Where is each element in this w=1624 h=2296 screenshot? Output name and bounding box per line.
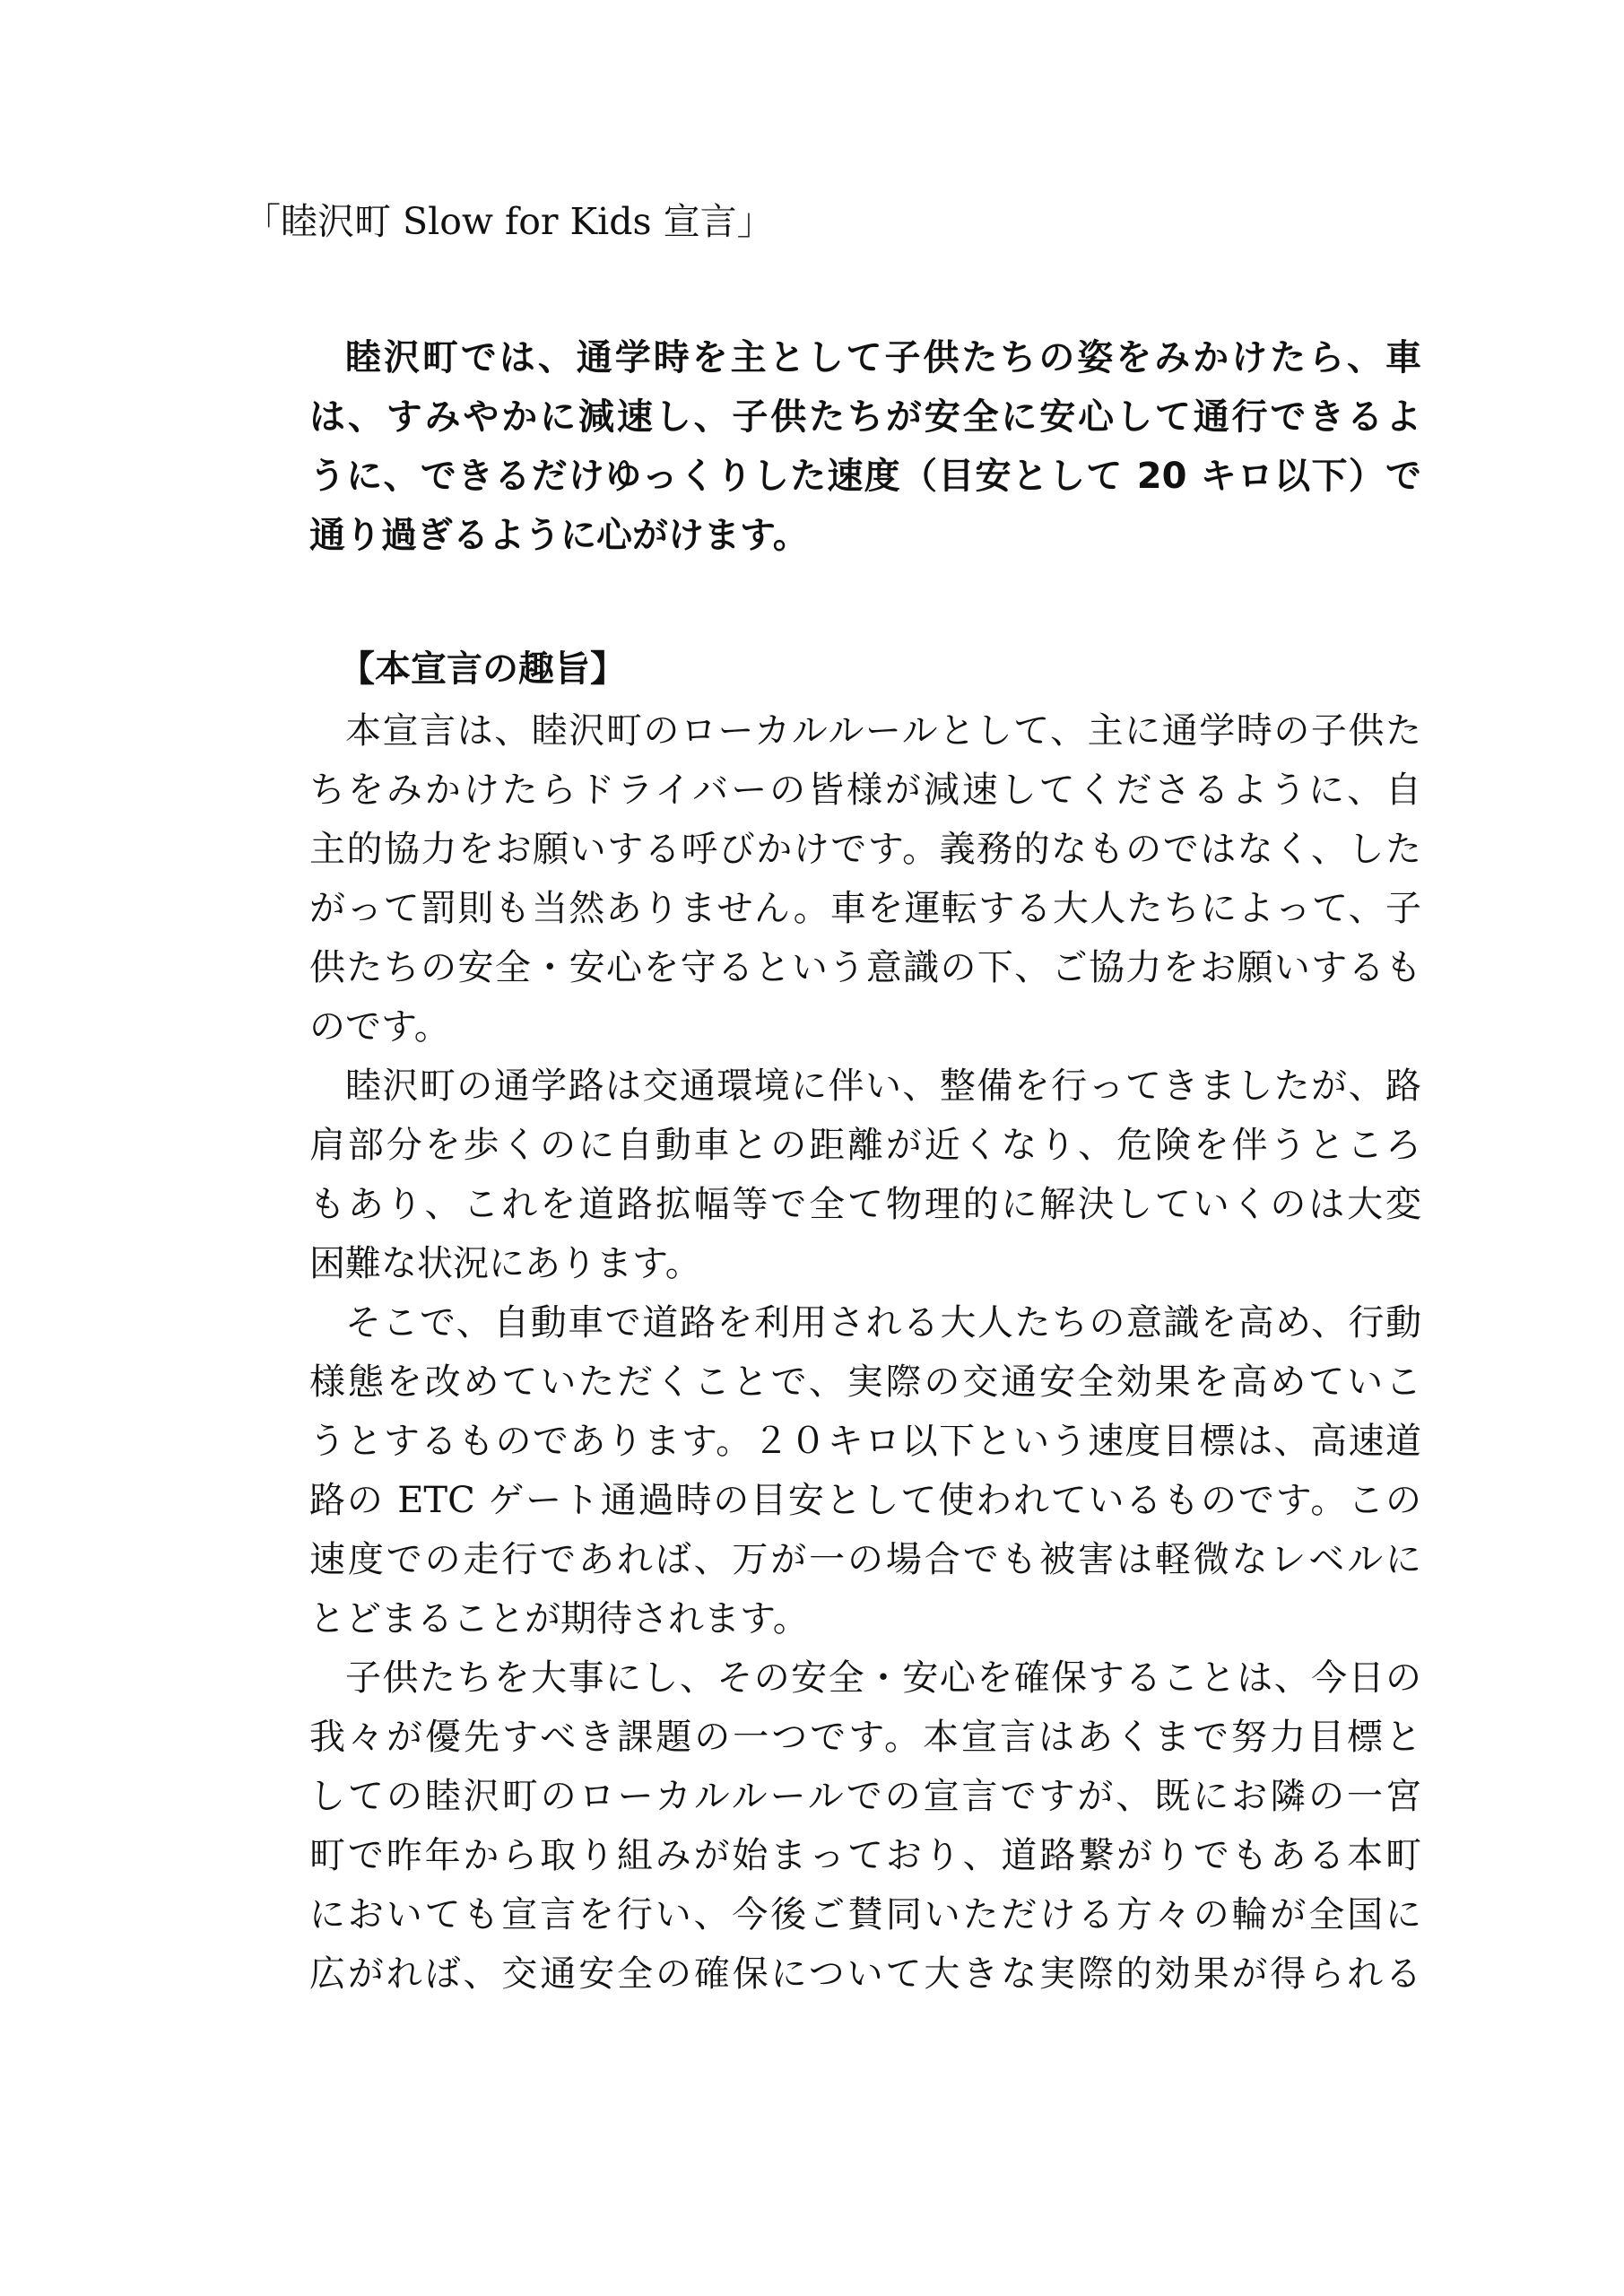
body-line: ちをみかけたらドライバーの皆様が減速してくださるように、自 (309, 770, 1421, 811)
body-line: 困難な状況にあります。 (309, 1243, 701, 1284)
body-line: うとするものであります。２０キロ以下という速度目標は、高速道 (309, 1421, 1421, 1462)
body-line: 本宣言は、睦沢町のローカルルールとして、主に通学時の子供た (345, 710, 1421, 752)
body-line: においても宣言を行い、今後ご賛同いただける方々の輪が全国に (309, 1894, 1421, 1935)
body-line: そこで、自動車で道路を利用される大人たちの意識を高め、行動 (345, 1302, 1421, 1344)
declaration-line: は、すみやかに減速し、子供たちが安全に安心して通行できるよ (309, 396, 1421, 438)
declaration-paragraph (309, 328, 1421, 565)
body-line: 広がれば、交通安全の確保について大きな実際的効果が得られる (309, 1953, 1421, 1995)
document-title: 「睦沢町 Slow for Kids 宣言」 (244, 200, 774, 243)
declaration-line: うに、できるだけゆっくりした速度（目安として 20 キロ以下）で (309, 456, 1421, 497)
body-line: もあり、これを道路拡幅等で全て物理的に解決していくのは大変 (309, 1184, 1421, 1225)
body-line: 町で昨年から取り組みが始まっており、道路繋がりでもある本町 (309, 1835, 1421, 1876)
body-line: とどまることが期待されます。 (309, 1598, 809, 1639)
declaration-line: 睦沢町では、通学時を主として子供たちの姿をみかけたら、車 (345, 337, 1421, 378)
body-line: 様態を改めていただくことで、実際の交通安全効果を高めていこ (309, 1361, 1421, 1403)
body-line: しての睦沢町のローカルルールでの宣言ですが、既にお隣の一宮 (309, 1776, 1421, 1817)
body-line: 肩部分を歩くのに自動車との距離が近くなり、危険を伴うところ (309, 1125, 1421, 1166)
body-line: 供たちの安全・安心を守るという意識の下、ご協力をお願いするも (309, 947, 1421, 988)
body-line: がって罰則も当然ありません。車を運転する大人たちによって、子 (309, 888, 1421, 929)
declaration-line: 通り過ぎるように心がけます。 (309, 515, 809, 556)
body-paragraphs (309, 701, 1421, 2004)
body-line: 我々が優先すべき課題の一つです。本宣言はあくまで努力目標と (309, 1717, 1421, 1758)
body-line: のです。 (309, 1006, 450, 1048)
body-line: 睦沢町の通学路は交通環境に伴い、整備を行ってきましたが、路 (345, 1065, 1421, 1107)
body-line: 主的協力をお願いする呼びかけです。義務的なものではなく、した (309, 829, 1421, 870)
body-line: 子供たちを大事にし、その安全・安心を確保することは、今日の (345, 1657, 1421, 1699)
body-line: 路の ETC ゲート通過時の目安として使われているものです。この (309, 1480, 1421, 1521)
body-line: 速度での走行であれば、万が一の場合でも被害は軽微なレベルに (309, 1539, 1421, 1580)
section-heading: 【本宣言の趣旨】 (339, 648, 626, 690)
